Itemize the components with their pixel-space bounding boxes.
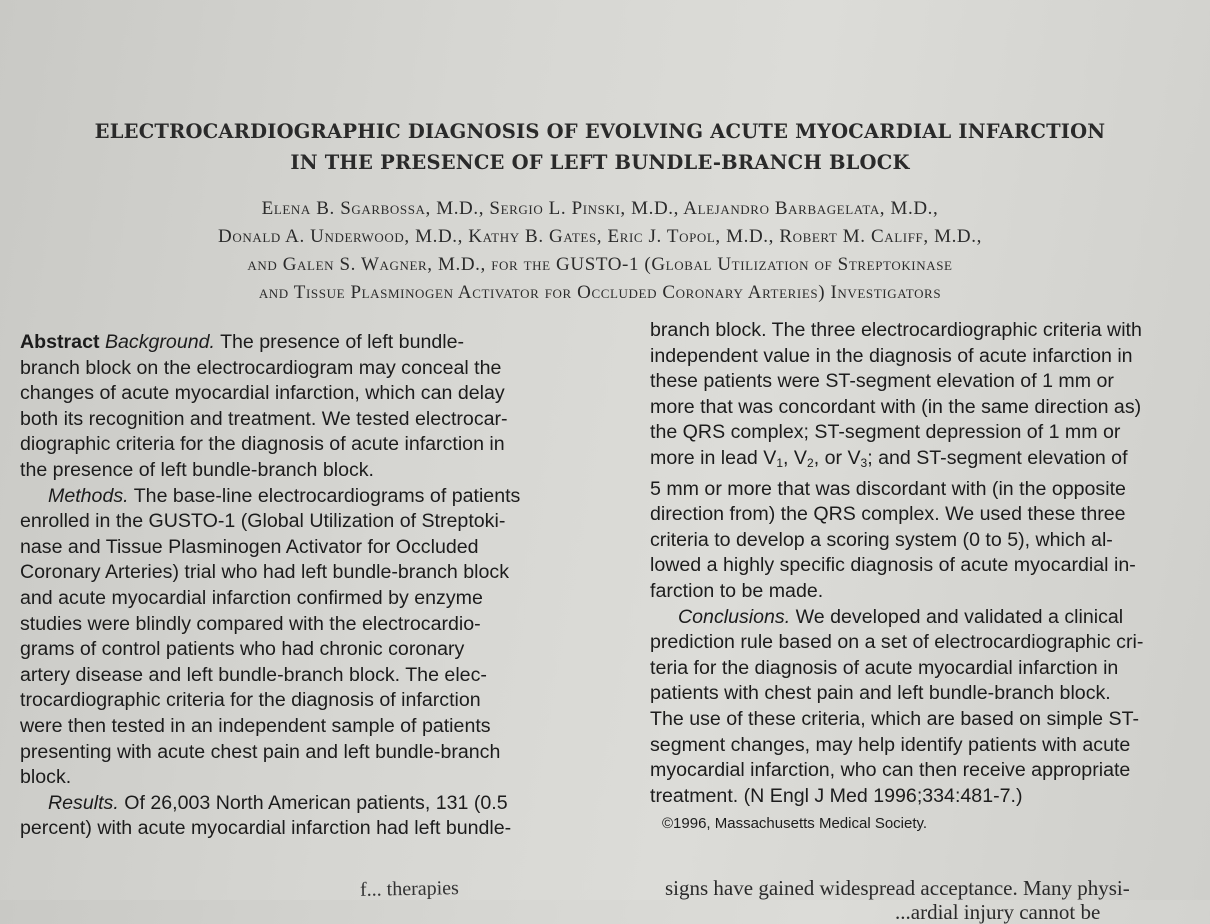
abstract-line: diographic criteria for the diagnosis of acute infarction in: [20, 433, 505, 456]
background-label: Background.: [104, 331, 215, 353]
abstract-line: patients with chest pain and left bundle-branch block.: [650, 682, 1111, 705]
abstract-line: branch block. The three electrocardiographic criteria with: [650, 319, 1142, 341]
abstract-line: both its recognition and treatment. We tested electrocar-: [20, 407, 508, 430]
abstract-line: the QRS complex; ST-segment depression of 1 mm or: [650, 421, 1121, 444]
abstract-line: Conclusions. We developed and validated a clinical: [678, 605, 1124, 628]
body-text-fragment-right: signs have gained widespread acceptance. Many physi- ...ardial injury cannot be: [665, 876, 1130, 924]
abstract-line: criteria to develop a scoring system (0 to 5), which al-: [650, 528, 1113, 551]
abstract-line: lowed a highly specific diagnosis of acute myocardial in-: [650, 554, 1136, 577]
abstract-line: artery disease and left bundle-branch block. The elec-: [20, 663, 487, 686]
author-line: Donald A. Underwood, M.D., Kathy B. Gates, Eric J. Topol, M.D., Robert M. Califf, M.D.,: [218, 226, 982, 247]
abstract-line: 5 mm or more that was discordant with (in the opposite: [650, 477, 1126, 500]
abstract-line: myocardial infarction, who can then receive appropriate: [650, 759, 1131, 782]
abstract-line: more in lead $V_1$, $V_2$, or $V_3$; and ST-segment elevation of: [650, 446, 1128, 470]
abstract-line: prediction rule based on a set of electrocardiographic cri-: [650, 631, 1144, 654]
abstract-line: teria for the diagnosis of acute myocardial infarction in: [650, 656, 1119, 679]
abstract-line: and acute myocardial infarction confirmed by enzyme: [20, 586, 483, 609]
author-line: Elena B. Sgarbossa, M.D., Sergio L. Pinski, M.D., Alejandro Barbagelata, M.D.,: [261, 198, 939, 219]
abstract-line: independent value in the diagnosis of acute infarction in: [650, 344, 1133, 367]
abstract-line: trocardiographic criteria for the diagnosis of infarction: [20, 689, 481, 712]
abstract-line: Abstract Background. The presence of left bundle-: [20, 331, 465, 353]
abstract-line: grams of control patients who had chronic coronary: [20, 638, 465, 661]
abstract-line: were then tested in an independent sample of patients: [20, 714, 491, 737]
author-line: and Tissue Plasminogen Activator for Occluded Coronary Arteries) Investigators: [258, 282, 942, 303]
article-title: [20, 116, 1180, 178]
abstract-line: these patients were ST-segment elevation of 1 mm or: [650, 370, 1114, 393]
author-line: and Galen S. Wagner, M.D., for the GUSTO-1 (Global Utilization of Streptokinase: [247, 254, 953, 275]
author-list: [40, 195, 1160, 307]
article-title-line: IN THE PRESENCE OF LEFT BUNDLE-BRANCH BLOCK: [290, 151, 910, 174]
article-title-line: ELECTROCARDIOGRAPHIC DIAGNOSIS OF EVOLVING ACUTE MYOCARDIAL INFARCTION: [94, 120, 1106, 143]
abstract-line: Methods. The base-line electrocardiograms of patients: [48, 484, 521, 507]
abstract-right-column: [650, 318, 1210, 835]
abstract-line: percent) with acute myocardial infarction had left bundle-: [20, 817, 512, 840]
abstract-heading: Abstract: [20, 331, 100, 353]
abstract-line: enrolled in the GUSTO-1 (Global Utilization of Streptoki-: [20, 510, 506, 533]
abstract-line: presenting with acute chest pain and left bundle-branch: [20, 740, 501, 763]
abstract-left-column: [20, 330, 620, 842]
abstract-line: more that was concordant with (in the same direction as): [650, 395, 1142, 418]
methods-label: Methods.: [48, 484, 129, 507]
abstract-line: branch block on the electrocardiogram may conceal the: [20, 356, 502, 379]
abstract-line: the presence of left bundle-branch block.: [20, 458, 374, 481]
abstract-line: changes of acute myocardial infarction, which can delay: [20, 382, 505, 405]
abstract-line: Coronary Arteries) trial who had left bundle-branch block: [20, 561, 510, 584]
abstract-line: The use of these criteria, which are based on simple ST-: [650, 707, 1139, 730]
abstract-line: segment changes, may help identify patients with acute: [650, 733, 1131, 756]
copyright-notice: ©1996, Massachusetts Medical Society.: [662, 815, 928, 833]
abstract-line: Results. Of 26,003 North American patients, 131 (0.5: [48, 791, 508, 814]
abstract-line: block.: [20, 766, 72, 789]
conclusions-label: Conclusions.: [678, 605, 791, 628]
abstract-line: treatment. (N Engl J Med 1996;334:481-7.): [650, 784, 1023, 807]
body-text-fragment-left: f... therapies: [359, 877, 460, 901]
abstract-line: nase and Tissue Plasminogen Activator for Occluded: [20, 535, 479, 558]
abstract-line: studies were blindly compared with the electrocardio-: [20, 612, 481, 635]
abstract-line: farction to be made.: [650, 579, 824, 602]
results-label: Results.: [48, 791, 119, 814]
abstract-line: direction from) the QRS complex. We used these three: [650, 503, 1126, 526]
